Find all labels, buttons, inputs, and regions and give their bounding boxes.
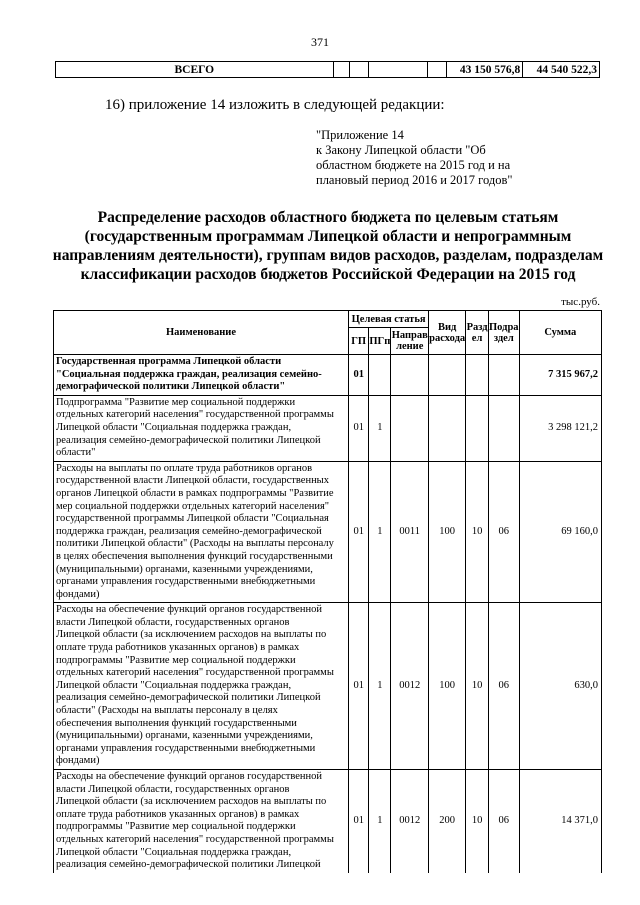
row-name xyxy=(54,770,349,873)
total-table xyxy=(55,61,600,78)
total-amount-2017: 44 540 522,3 xyxy=(523,62,600,78)
row-name-line: фондами) xyxy=(56,588,100,600)
header-gp: ГП xyxy=(349,328,369,355)
row-pgp xyxy=(369,355,391,396)
title-line: классификации расходов бюджетов Российской Федерации на 2015 год xyxy=(80,266,576,283)
table-row xyxy=(54,770,602,873)
total-amount-2016: 43 150 576,8 xyxy=(446,62,523,78)
row-name-line: демографической политики Липецкой области" xyxy=(56,381,286,393)
row-pgp: 1 xyxy=(369,461,391,603)
budget-table xyxy=(53,310,602,873)
row-name-line: мер социальной поддержки отдельных категорий населения" xyxy=(56,500,330,512)
row-name-line: власти Липецкой области, государственных органов xyxy=(56,783,290,795)
total-row xyxy=(56,62,600,78)
unit-label: тыс.руб. xyxy=(561,296,600,308)
row-gp: 01 xyxy=(349,355,369,396)
instruction-text: 16) приложение 14 изложить в следующей редакции: xyxy=(105,97,445,113)
row-section xyxy=(466,395,489,461)
row-name-line: отдельных категорий населения" государственной программы xyxy=(56,409,334,421)
total-label: ВСЕГО xyxy=(56,62,334,78)
header-target-article: Целевая статья xyxy=(349,311,429,328)
title-line: Распределение расходов областного бюджета по целевым статьям xyxy=(97,209,559,226)
row-section xyxy=(466,355,489,396)
appendix-reference xyxy=(316,128,576,188)
row-name-line: Расходы на обеспечение функций органов государственной xyxy=(56,604,323,616)
header-pgp: ПГп xyxy=(369,328,391,355)
row-subsection: 06 xyxy=(489,461,520,603)
row-name-line: Расходы на выплаты по оплате труда работников органов xyxy=(56,462,313,474)
row-name-line: подпрограммы "Развитие мер социальной поддержки xyxy=(56,821,296,833)
row-expense-type: 200 xyxy=(429,770,466,873)
row-name-line: Расходы на обеспечение функций органов государственной xyxy=(56,771,323,782)
document-title xyxy=(52,208,604,284)
row-amount: 7 315 967,2 xyxy=(519,355,601,396)
row-direction: 0012 xyxy=(391,603,429,770)
title-line: направлениям деятельности), группам видов расходов, разделам, подразделам xyxy=(52,247,604,264)
table-row xyxy=(54,355,602,396)
row-name-line: поддержка граждан, реализация семейно-демографической xyxy=(56,525,322,537)
row-name-line: подпрограммы "Развитие мер социальной поддержки xyxy=(56,654,296,666)
header-amount: Сумма xyxy=(519,311,601,355)
row-name-line: (муниципальными) органами, казенными учреждениями, xyxy=(56,730,313,742)
row-name xyxy=(54,603,349,770)
row-name-line: оплате труда работников указанных органов) в рамках xyxy=(56,808,300,820)
row-expense-type: 100 xyxy=(429,603,466,770)
row-name-line: оплате труда работников указанных органов) в рамках xyxy=(56,642,300,654)
appendix-line: областном бюджете на 2015 год и на xyxy=(316,158,511,172)
row-subsection: 06 xyxy=(489,770,520,873)
row-amount: 630,0 xyxy=(519,603,601,770)
row-subsection xyxy=(489,395,520,461)
row-pgp: 1 xyxy=(369,770,391,873)
row-name-line: реализация семейно-демографической политики Липецкой xyxy=(56,434,321,446)
header-name: Наименование xyxy=(54,311,349,355)
row-gp: 01 xyxy=(349,770,369,873)
row-expense-type: 100 xyxy=(429,461,466,603)
row-expense-type xyxy=(429,355,466,396)
header-expense-type: Вид расхода xyxy=(429,311,466,355)
row-name-line: государственной программы Липецкой области "Социальная xyxy=(56,513,329,525)
row-subsection: 06 xyxy=(489,603,520,770)
row-name-line: в целях обеспечения выполнения функций государственными xyxy=(56,550,333,562)
row-gp: 01 xyxy=(349,461,369,603)
header-direction: Направ ление xyxy=(391,328,429,355)
row-name-line: Липецкой области "Социальная поддержка граждан, xyxy=(56,846,292,858)
row-amount: 3 298 121,2 xyxy=(519,395,601,461)
row-name-line: Подпрограмма "Развитие мер социальной поддержки xyxy=(56,396,296,408)
row-gp: 01 xyxy=(349,395,369,461)
row-amount: 14 371,0 xyxy=(519,770,601,873)
table-body xyxy=(54,355,602,873)
row-name-line: (муниципальными) органами, казенными учреждениями, xyxy=(56,563,313,575)
header-section: Разд ел xyxy=(466,311,489,355)
total-empty-cell xyxy=(333,62,350,78)
row-name-line: Липецкой области "Социальная поддержка граждан, xyxy=(56,421,292,433)
appendix-line: плановый период 2016 и 2017 годов" xyxy=(316,173,513,187)
row-name-line: области" xyxy=(56,447,96,459)
row-name xyxy=(54,395,349,461)
row-name-line: реализация семейно-демографической политики Липецкой xyxy=(56,859,321,871)
row-direction: 0012 xyxy=(391,770,429,873)
header-row xyxy=(54,311,602,328)
row-direction xyxy=(391,355,429,396)
row-name xyxy=(54,461,349,603)
page-number: 371 xyxy=(311,35,329,49)
row-name-line: обеспечения выполнения функций государственными xyxy=(56,717,297,729)
row-name-line: политики Липецкой области" (Расходы на выплаты персоналу xyxy=(56,538,334,550)
row-name-line: Государственная программа Липецкой области xyxy=(56,356,282,367)
row-section: 10 xyxy=(466,770,489,873)
row-name-line: Липецкой области (за исключением расходов на выплаты по xyxy=(56,629,327,641)
total-empty-cell xyxy=(428,62,447,78)
total-empty-cell xyxy=(368,62,427,78)
appendix-line: "Приложение 14 xyxy=(316,128,404,142)
row-direction: 0011 xyxy=(391,461,429,603)
header-subsection: Подра здел xyxy=(489,311,520,355)
row-section: 10 xyxy=(466,603,489,770)
row-name-line: власти Липецкой области, государственных органов xyxy=(56,616,290,628)
total-empty-cell xyxy=(350,62,369,78)
row-name-line: отдельных категорий населения" государственной программы xyxy=(56,833,334,845)
title-line: (государственным программам Липецкой области и непрограммным xyxy=(84,228,572,245)
row-name-line: области" (Расходы на выплаты персоналу в целях xyxy=(56,705,278,717)
table-row xyxy=(54,395,602,461)
row-pgp: 1 xyxy=(369,395,391,461)
row-subsection xyxy=(489,355,520,396)
row-name-line: органов Липецкой области в рамках подпрограммы "Развитие xyxy=(56,487,334,499)
row-name-line: Липецкой области "Социальная поддержка граждан, xyxy=(56,679,292,691)
row-gp: 01 xyxy=(349,603,369,770)
row-name-line: органами управления государственными внебюджетными xyxy=(56,576,316,588)
row-pgp: 1 xyxy=(369,603,391,770)
row-name-line: государственной власти Липецкой области, государственных xyxy=(56,475,329,487)
row-name xyxy=(54,355,349,396)
row-name-line: фондами) xyxy=(56,755,100,767)
row-name-line: реализация семейно-демографической политики Липецкой xyxy=(56,692,321,704)
row-name-line: Липецкой области (за исключением расходов на выплаты по xyxy=(56,796,327,808)
row-expense-type xyxy=(429,395,466,461)
table-row xyxy=(54,461,602,603)
row-direction xyxy=(391,395,429,461)
row-amount: 69 160,0 xyxy=(519,461,601,603)
table-row xyxy=(54,603,602,770)
row-name-line: "Социальная поддержка граждан, реализация семейно- xyxy=(56,368,322,380)
row-section: 10 xyxy=(466,461,489,603)
row-name-line: отдельных категорий населения" государственной программы xyxy=(56,667,334,679)
row-name-line: органами управления государственными внебюджетными xyxy=(56,742,316,754)
appendix-line: к Закону Липецкой области "Об xyxy=(316,143,486,157)
